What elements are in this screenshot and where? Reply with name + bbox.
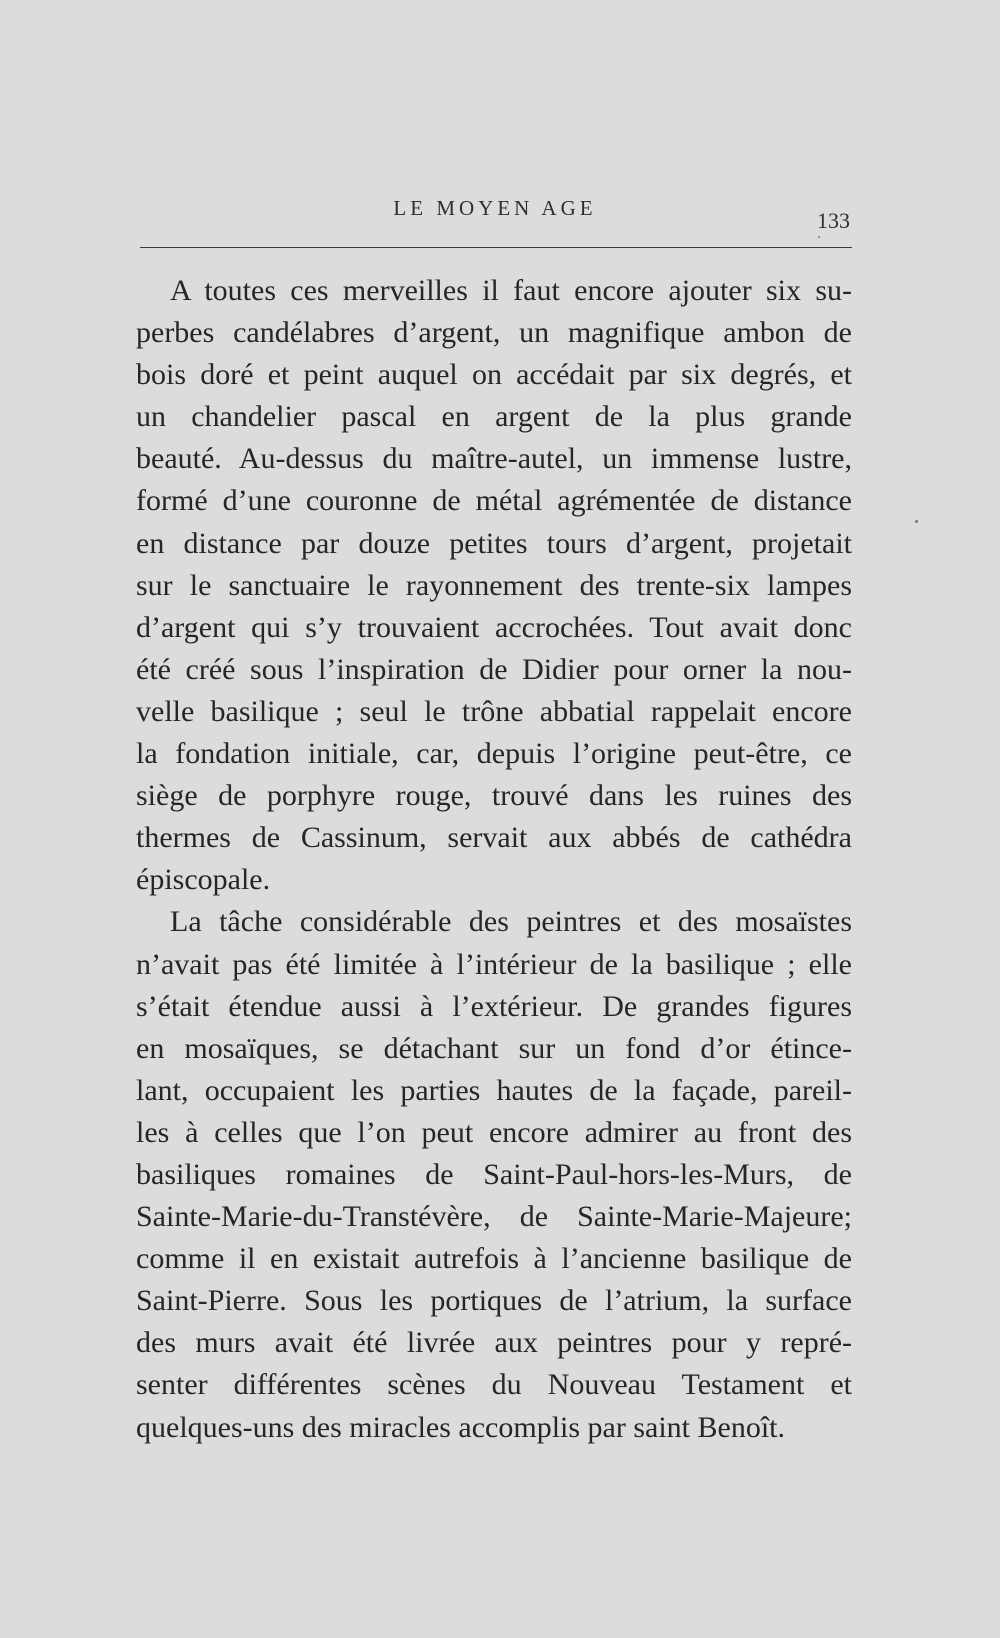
text-line: A toutes ces merveilles il faut encore ajouter six su- [170,274,852,307]
text-line: thermes de Cassinum, servait aux abbés de cathédra [136,821,852,855]
running-title: LE MOYEN AGE [393,196,597,220]
paragraph [136,901,852,1448]
text-line: senter différentes scènes du Nouveau Testament et [136,1368,852,1402]
text-line: formé d’une couronne de métal agrémentée de distance [136,484,852,518]
page-number: 133 [817,208,850,233]
text-line: beauté. Au-dessus du maître-autel, un immense lustre, [136,442,852,476]
text-line: Saint-Pierre. Sous les portiques de l’atrium, la surface [136,1284,852,1318]
text-line: velle basilique ; seul le trône abbatial rappelait encore [136,694,852,728]
text-line: en distance par douze petites tours d’argent, projetait [136,526,852,560]
text-line: sur le sanctuaire le rayonnement des trente-six lampes [136,568,852,602]
text-line: la fondation initiale, car, depuis l’origine peut-être, ce [136,737,852,771]
text-line: perbes candélabres d’argent, un magnifique ambon de [136,316,852,350]
text-line: des murs avait été livrée aux peintres pour y repré- [136,1326,852,1360]
text-line: quelques-uns des miracles accomplis par saint Benoît. [136,1410,785,1444]
text-line: bois doré et peint auquel on accédait par six degrés, et [136,358,852,392]
text-line: Sainte-Marie-du-Transtévère, de Sainte-Marie-Majeure; [136,1200,852,1234]
text-line: un chandelier pascal en argent de la plus grande [136,400,852,434]
text-line: La tâche considérable des peintres et des mosaïstes [170,905,852,939]
paper-speck [915,520,918,523]
text-line: les à celles que l’on peut encore admirer au front des [136,1115,852,1149]
text-line: basiliques romaines de Saint-Paul-hors-les-Murs, de [136,1157,852,1191]
text-line: été créé sous l’inspiration de Didier pour orner la nou- [136,652,852,686]
page-header [138,196,852,236]
text-line: en mosaïques, se détachant sur un fond d’or étince- [136,1031,852,1065]
header-rule [140,247,852,248]
paragraph [136,270,852,901]
text-line: n’avait pas été limitée à l’intérieur de la basilique ; elle [136,947,852,981]
text-line: d’argent qui s’y trouvaient accrochées. Tout avait donc [136,610,852,644]
body-text [136,270,852,1449]
text-line: s’était étendue aussi à l’extérieur. De grandes figures [136,989,852,1023]
paper-speck [818,236,820,238]
text-line: siège de porphyre rouge, trouvé dans les ruines des [136,779,852,813]
text-line: épiscopale. [136,863,271,897]
text-line: lant, occupaient les parties hautes de la façade, pareil- [136,1073,852,1107]
text-line: comme il en existait autrefois à l’ancienne basilique de [136,1242,852,1276]
